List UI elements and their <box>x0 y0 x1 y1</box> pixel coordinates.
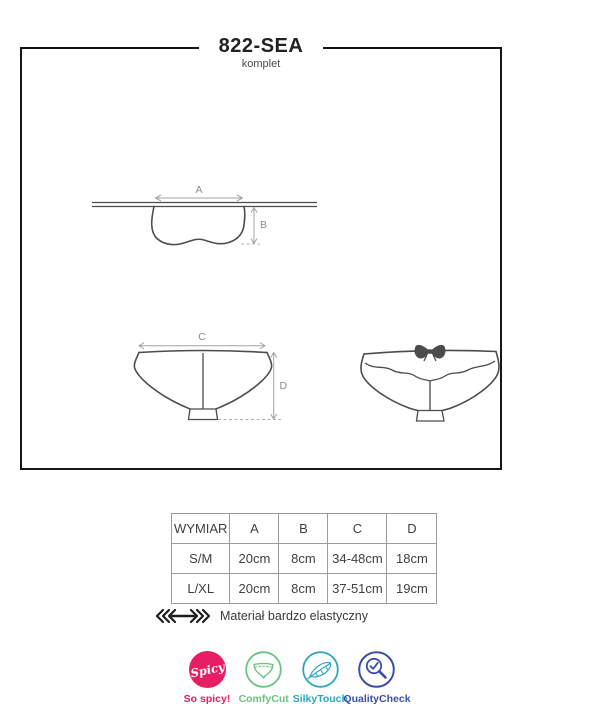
front-waistband <box>139 351 267 353</box>
size-cell: S/M <box>172 544 230 574</box>
spicy-badge-icon <box>189 651 226 688</box>
feather-icon <box>302 651 339 688</box>
value-cell: 34-48cm <box>328 544 387 574</box>
belt-fabric-piece <box>152 207 245 245</box>
material-note <box>154 608 368 624</box>
back-right-edge <box>442 352 499 411</box>
magnifier-check-icon <box>358 651 395 688</box>
spicy-icon-text: Spicy <box>188 659 226 681</box>
stretch-arrow-icon <box>154 608 212 624</box>
product-header <box>20 35 502 70</box>
badge-silky-touch <box>292 651 348 705</box>
dim-c-label: C <box>198 331 206 343</box>
back-crotch-panel <box>417 411 445 422</box>
dim-d-label: D <box>279 380 288 392</box>
page-subtitle: komplet <box>241 58 281 70</box>
bow-icon <box>415 345 446 361</box>
page-title: 822-SEA <box>199 35 324 58</box>
col-header-d: D <box>387 514 437 544</box>
value-cell: 19cm <box>387 574 437 604</box>
size-table <box>171 513 437 604</box>
badge-label-silky-touch: SilkyTouch <box>292 693 348 705</box>
front-crotch-panel <box>189 409 218 420</box>
back-scallop-lace-line <box>365 361 495 381</box>
size-table-header-row <box>172 514 437 544</box>
badge-label-so-spicy: So spicy! <box>183 693 231 705</box>
col-header-c: C <box>328 514 387 544</box>
col-header-wymiar: WYMIAR <box>172 514 230 544</box>
panties-front-drawing <box>129 329 294 431</box>
belt-drawing <box>85 182 325 257</box>
badge-quality-check <box>343 651 411 705</box>
size-row-sm <box>172 544 437 574</box>
front-right-edge <box>216 353 272 410</box>
badge-label-quality-check: QualityCheck <box>343 693 411 705</box>
material-note-text: Materiał bardzo elastyczny <box>220 609 368 623</box>
value-cell: 8cm <box>279 544 328 574</box>
value-cell: 37-51cm <box>328 574 387 604</box>
technical-drawing-frame <box>20 47 502 470</box>
front-left-edge <box>134 353 190 410</box>
dim-b-label: B <box>260 219 268 231</box>
panties-back-drawing <box>357 337 507 429</box>
badge-label-comfy-cut: ComfyCut <box>238 693 289 705</box>
badge-so-spicy <box>179 651 235 705</box>
value-cell: 20cm <box>230 544 279 574</box>
col-header-a: A <box>230 514 279 544</box>
size-cell: L/XL <box>172 574 230 604</box>
feature-badges <box>179 651 411 705</box>
value-cell: 20cm <box>230 574 279 604</box>
badge-comfy-cut <box>236 651 292 705</box>
back-left-edge <box>361 354 418 411</box>
value-cell: 18cm <box>387 544 437 574</box>
col-header-b: B <box>279 514 328 544</box>
value-cell: 8cm <box>279 574 328 604</box>
dim-a-label: A <box>195 184 203 196</box>
panty-icon <box>245 651 282 688</box>
size-row-lxl <box>172 574 437 604</box>
